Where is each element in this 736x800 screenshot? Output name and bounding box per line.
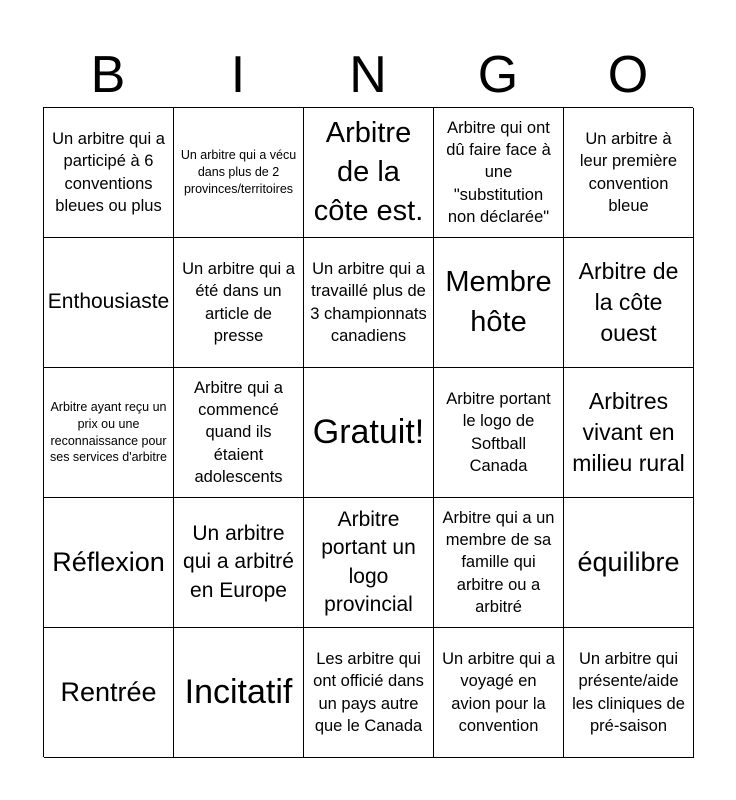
bingo-cell[interactable] bbox=[44, 368, 174, 498]
header-letter-g: G bbox=[477, 46, 519, 104]
bingo-cell[interactable] bbox=[434, 368, 564, 498]
bingo-cell[interactable] bbox=[44, 498, 174, 628]
cell-text: Un arbitre qui a travaillé plus de 3 championnats canadiens bbox=[310, 259, 427, 345]
cell-text: Réflexion bbox=[52, 547, 165, 578]
bingo-cell[interactable] bbox=[174, 628, 304, 758]
bingo-cell[interactable] bbox=[44, 108, 174, 238]
bingo-cell[interactable] bbox=[44, 628, 174, 758]
bingo-grid bbox=[43, 107, 693, 757]
cell-text: Un arbitre qui a vécu dans plus de 2 provinces/territoires bbox=[180, 148, 297, 196]
bingo-cell[interactable] bbox=[564, 108, 694, 238]
bingo-cell free-cell[interactable] bbox=[304, 368, 434, 498]
header-letter-b: B bbox=[90, 46, 126, 104]
bingo-cell[interactable] bbox=[434, 628, 564, 758]
bingo-cell[interactable] bbox=[174, 498, 304, 628]
cell-text: Un arbitre qui a voyagé en avion pour la convention bbox=[442, 649, 555, 735]
bingo-cell[interactable] bbox=[434, 108, 564, 238]
bingo-cell[interactable] bbox=[304, 238, 434, 368]
cell-text: Arbitre ayant reçu un prix ou une reconnaissance pour ses services d'arbitre bbox=[50, 399, 168, 465]
cell-text: Arbitre qui ont dû faire face à une "substitution non déclarée" bbox=[446, 118, 551, 226]
bingo-cell[interactable] bbox=[304, 108, 434, 238]
cell-text: Arbitre portant le logo de Softball Canada bbox=[446, 389, 551, 475]
bingo-cell[interactable] bbox=[434, 238, 564, 368]
cell-text: Rentrée bbox=[60, 677, 157, 708]
bingo-cell[interactable] bbox=[564, 628, 694, 758]
bingo-cell[interactable] bbox=[174, 238, 304, 368]
cell-text: Arbitre qui a un membre de sa famille qui arbitre ou a arbitré bbox=[442, 508, 555, 616]
cell-text: équilibre bbox=[577, 547, 680, 578]
bingo-cell[interactable] bbox=[564, 368, 694, 498]
cell-text: Arbitre portant un logo provincial bbox=[321, 507, 416, 616]
cell-text: Membre hôte bbox=[445, 266, 552, 338]
bingo-header bbox=[43, 44, 693, 106]
cell-text: Incitatif bbox=[184, 673, 293, 712]
cell-text: Gratuit! bbox=[312, 413, 425, 452]
header-letter-i: I bbox=[230, 46, 246, 104]
cell-text: Arbitre qui a commencé quand ils étaient adolescents bbox=[194, 378, 283, 486]
bingo-cell[interactable] bbox=[564, 238, 694, 368]
cell-text: Un arbitre qui présente/aide les cliniques de pré-saison bbox=[572, 649, 685, 735]
cell-text: Un arbitre qui a participé à 6 conventions bleues ou plus bbox=[52, 129, 165, 215]
cell-text: Enthousiaste bbox=[47, 290, 170, 314]
bingo-cell[interactable] bbox=[44, 238, 174, 368]
bingo-cell[interactable] bbox=[174, 368, 304, 498]
bingo-cell[interactable] bbox=[304, 498, 434, 628]
cell-text: Un arbitre à leur première convention bleue bbox=[579, 129, 678, 215]
header-letter-n: N bbox=[349, 46, 387, 104]
bingo-cell[interactable] bbox=[174, 108, 304, 238]
cell-text: Un arbitre qui a arbitré en Europe bbox=[183, 521, 294, 602]
bingo-cell[interactable] bbox=[304, 628, 434, 758]
cell-text: Arbitre de la côte ouest bbox=[578, 257, 679, 347]
cell-text: Un arbitre qui a été dans un article de presse bbox=[182, 259, 295, 345]
header-letter-o: O bbox=[607, 46, 649, 104]
cell-text: Les arbitre qui ont officié dans un pays autre que le Canada bbox=[313, 649, 424, 735]
bingo-cell[interactable] bbox=[564, 498, 694, 628]
cell-text: Arbitres vivant en milieu rural bbox=[572, 387, 685, 477]
bingo-cell[interactable] bbox=[434, 498, 564, 628]
cell-text: Arbitre de la côte est. bbox=[313, 116, 424, 228]
